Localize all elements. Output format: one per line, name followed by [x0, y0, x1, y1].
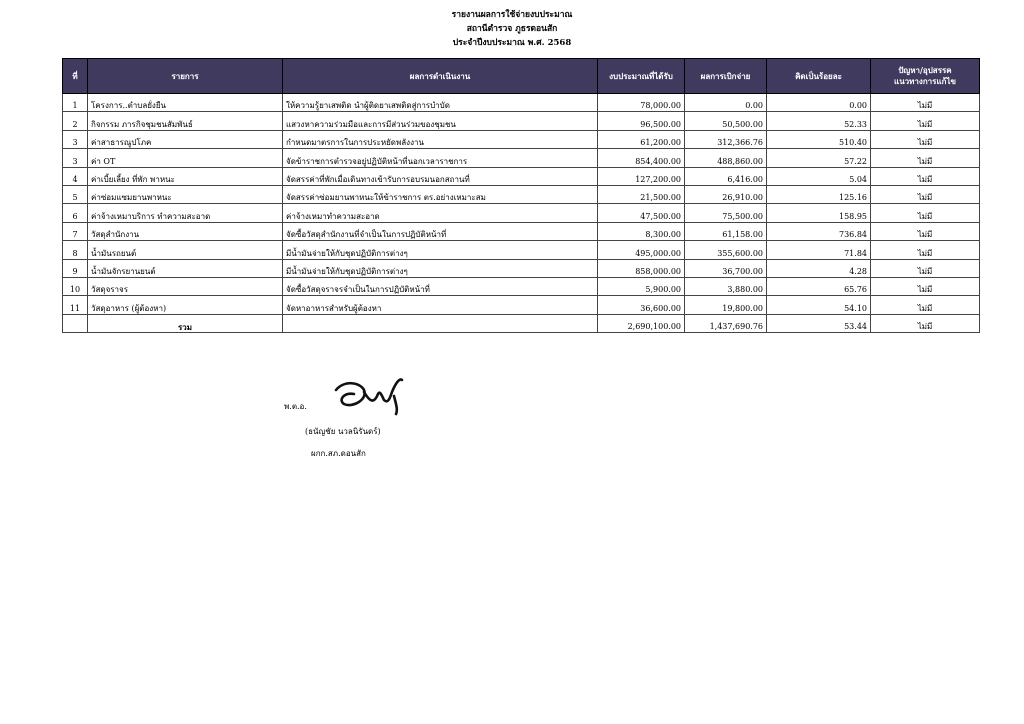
cell-no: 6 — [63, 204, 88, 222]
cell-budget: 36,600.00 — [598, 296, 685, 314]
header-budget: งบประมาณที่ได้รับ — [598, 59, 685, 94]
table-body — [63, 94, 980, 315]
title-line-1: รายงานผลการใช้จ่ายงบประมาณ — [451, 10, 573, 20]
cell-issue: ไม่มี — [871, 296, 980, 314]
cell-percent: 4.28 — [767, 259, 871, 277]
cell-no: 1 — [63, 94, 88, 112]
cell-no: 4 — [63, 167, 88, 185]
cell-budget: 8,300.00 — [598, 222, 685, 240]
table-row — [63, 204, 980, 222]
cell-result: ให้ความรู้ยาเสพติด นำผู้ติดยาเสพติดสู่การบำบัด — [283, 94, 598, 112]
cell-spent: 3,880.00 — [685, 277, 767, 295]
cell-issue: ไม่มี — [871, 222, 980, 240]
total-spent: 1,437,690.76 — [685, 314, 767, 332]
table-row — [63, 149, 980, 167]
cell-spent: 312,366.76 — [685, 130, 767, 148]
signer-position: ผกก.สภ.ดอนสัก — [311, 449, 366, 458]
cell-spent: 36,700.00 — [685, 259, 767, 277]
cell-issue: ไม่มี — [871, 167, 980, 185]
cell-no: 5 — [63, 185, 88, 203]
header-issue — [871, 59, 980, 94]
table-row — [63, 259, 980, 277]
cell-percent: 125.16 — [767, 185, 871, 203]
cell-issue: ไม่มี — [871, 112, 980, 130]
cell-item: วัสดุอาหาร (ผู้ต้องหา) — [88, 296, 283, 314]
total-percent: 53.44 — [767, 314, 871, 332]
cell-issue: ไม่มี — [871, 277, 980, 295]
cell-percent: 158.95 — [767, 204, 871, 222]
cell-percent: 5.04 — [767, 167, 871, 185]
cell-percent: 510.40 — [767, 130, 871, 148]
table-row — [63, 241, 980, 259]
table-row — [63, 277, 980, 295]
cell-item: วัสดุสำนักงาน — [88, 222, 283, 240]
cell-issue: ไม่มี — [871, 94, 980, 112]
cell-no: 8 — [63, 241, 88, 259]
cell-item: ค่า OT — [88, 149, 283, 167]
total-row — [63, 314, 980, 332]
cell-issue: ไม่มี — [871, 149, 980, 167]
cell-spent: 75,500.00 — [685, 204, 767, 222]
total-result-cell — [283, 314, 598, 332]
cell-budget: 21,500.00 — [598, 185, 685, 203]
cell-result: แสวงหาความร่วมมือและการมีส่วนร่วมของชุมชน — [283, 112, 598, 130]
cell-spent: 26,910.00 — [685, 185, 767, 203]
cell-item: น้ำมันรถยนต์ — [88, 241, 283, 259]
cell-percent: 0.00 — [767, 94, 871, 112]
table-row — [63, 167, 980, 185]
cell-spent: 61,158.00 — [685, 222, 767, 240]
header-no: ที่ — [63, 59, 88, 94]
cell-no: 9 — [63, 259, 88, 277]
cell-budget: 854,400.00 — [598, 149, 685, 167]
cell-spent: 355,600.00 — [685, 241, 767, 259]
cell-budget: 96,500.00 — [598, 112, 685, 130]
cell-item: กิจกรรม ภารกิจชุมชนสัมพันธ์ — [88, 112, 283, 130]
cell-percent: 736.84 — [767, 222, 871, 240]
cell-result: ค่าจ้างเหมาทำความสะอาด — [283, 204, 598, 222]
cell-budget: 495,000.00 — [598, 241, 685, 259]
header-result: ผลการดำเนินงาน — [283, 59, 598, 94]
total-budget: 2,690,100.00 — [598, 314, 685, 332]
header-issue-line1: ปัญหา/อุปสรรค — [898, 65, 952, 75]
cell-budget: 5,900.00 — [598, 277, 685, 295]
cell-spent: 19,800.00 — [685, 296, 767, 314]
budget-table — [62, 58, 980, 333]
cell-no: 10 — [63, 277, 88, 295]
table-row — [63, 222, 980, 240]
cell-no: 2 — [63, 112, 88, 130]
table-header-row — [63, 59, 980, 94]
cell-spent: 0.00 — [685, 94, 767, 112]
cell-no: 11 — [63, 296, 88, 314]
cell-budget: 47,500.00 — [598, 204, 685, 222]
cell-item: น้ำมันจักรยานยนต์ — [88, 259, 283, 277]
cell-result: จัดซื้อวัสดุสำนักงานที่จำเป็นในการปฏิบัติหน้าที่ — [283, 222, 598, 240]
cell-result: จัดสรรค่าซ่อมยานพาหนะให้ข้าราชการ ตร.อย่างเหมาะสม — [283, 185, 598, 203]
cell-no: 7 — [63, 222, 88, 240]
cell-item: ค่าซ่อมแซมยานพาหนะ — [88, 185, 283, 203]
cell-item: ค่าเบี้ยเลี้ยง ที่พัก พาหนะ — [88, 167, 283, 185]
cell-spent: 6,416.00 — [685, 167, 767, 185]
cell-issue: ไม่มี — [871, 130, 980, 148]
total-issue: ไม่มี — [871, 314, 980, 332]
cell-budget: 78,000.00 — [598, 94, 685, 112]
report-title — [0, 8, 1024, 50]
title-line-2: สถานีตำรวจ ภูธรดอนสัก — [466, 24, 558, 34]
cell-issue: ไม่มี — [871, 259, 980, 277]
cell-budget: 858,000.00 — [598, 259, 685, 277]
title-line-3: ประจำปีงบประมาณ พ.ศ. 2568 — [452, 38, 572, 48]
cell-budget: 127,200.00 — [598, 167, 685, 185]
cell-percent: 54.10 — [767, 296, 871, 314]
table-row — [63, 185, 980, 203]
table-row — [63, 94, 980, 112]
cell-issue: ไม่มี — [871, 185, 980, 203]
cell-item: โครงการ..ตำบลยั่งยืน — [88, 94, 283, 112]
cell-percent: 57.22 — [767, 149, 871, 167]
header-issue-line2: แนวทางการแก้ไข — [894, 76, 956, 86]
total-no-cell — [63, 314, 88, 332]
header-item: รายการ — [88, 59, 283, 94]
cell-result: จัดหาอาหารสำหรับผู้ต้องหา — [283, 296, 598, 314]
cell-no: 3 — [63, 130, 88, 148]
cell-percent: 65.76 — [767, 277, 871, 295]
cell-item: ค่าสาธารณูปโภค — [88, 130, 283, 148]
table-row — [63, 112, 980, 130]
header-spent: ผลการเบิกจ่าย — [685, 59, 767, 94]
signer-rank: พ.ต.อ. — [284, 402, 307, 411]
cell-issue: ไม่มี — [871, 204, 980, 222]
cell-result: จัดซื้อวัสดุจราจรจำเป็นในการปฏิบัติหน้าที่ — [283, 277, 598, 295]
cell-item: ค่าจ้างเหมาบริการ ทำความสะอาด — [88, 204, 283, 222]
signer-name: (ธนัญชัย นวลนิรันดร์) — [305, 427, 381, 436]
cell-percent: 52.33 — [767, 112, 871, 130]
cell-no: 3 — [63, 149, 88, 167]
table-row — [63, 296, 980, 314]
cell-result: จัดสรรค่าที่พักเมื่อเดินทางเข้ารับการอบรมนอกสถานที่ — [283, 167, 598, 185]
cell-result: มีน้ำมันจ่ายให้กับชุดปฏิบัติการต่างๆ — [283, 241, 598, 259]
total-label: รวม — [88, 314, 283, 332]
cell-result: กำหนดมาตรการในการประหยัดพลังงาน — [283, 130, 598, 148]
cell-budget: 61,200.00 — [598, 130, 685, 148]
cell-percent: 71.84 — [767, 241, 871, 259]
header-percent: คิดเป็นร้อยละ — [767, 59, 871, 94]
handwritten-signature — [330, 374, 414, 420]
cell-result: จัดข้าราชการตำรวจอยู่ปฏิบัติหน้าที่นอกเวลาราชการ — [283, 149, 598, 167]
cell-spent: 488,860.00 — [685, 149, 767, 167]
table-row — [63, 130, 980, 148]
cell-issue: ไม่มี — [871, 241, 980, 259]
cell-item: วัสดุจราจร — [88, 277, 283, 295]
cell-spent: 50,500.00 — [685, 112, 767, 130]
cell-result: มีน้ำมันจ่ายให้กับชุดปฏิบัติการต่างๆ — [283, 259, 598, 277]
